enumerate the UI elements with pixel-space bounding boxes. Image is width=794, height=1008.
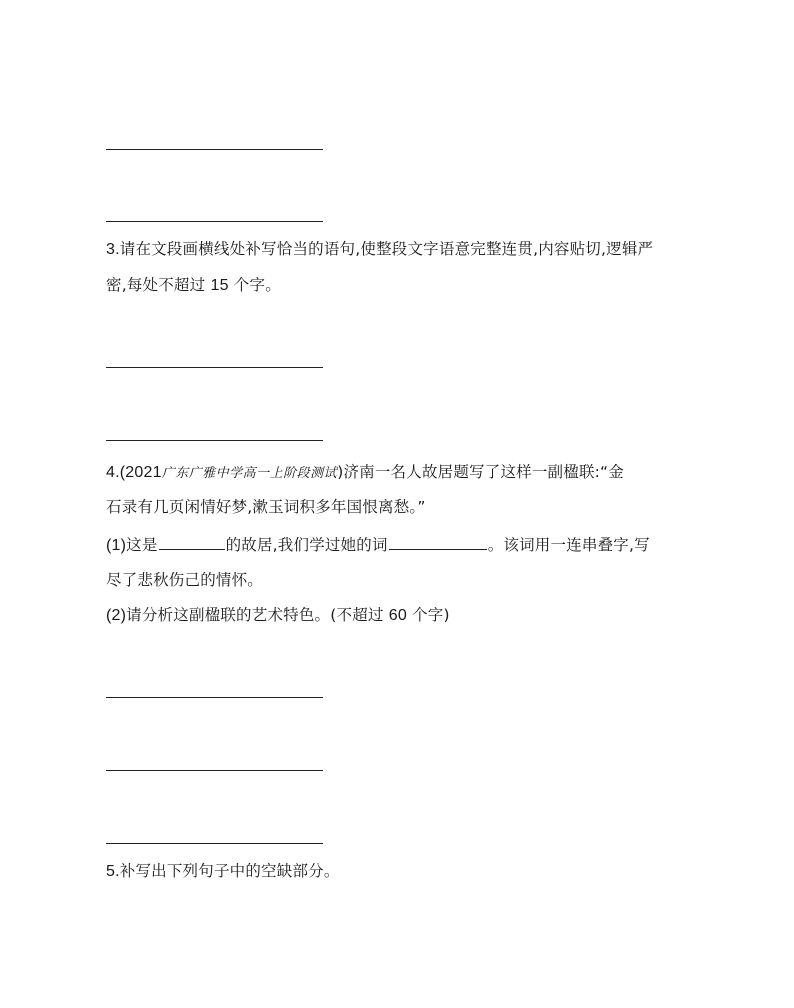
sub-question-number: (2) (106, 607, 127, 624)
fill-blank-author[interactable] (159, 533, 225, 550)
answer-line[interactable] (106, 770, 323, 771)
question-5 (106, 860, 340, 883)
question-text: 尽了悲秋伤己的情怀。 (106, 571, 264, 589)
word-limit: 60 (388, 607, 407, 624)
question-4-line-2 (106, 496, 426, 518)
question-number: 4. (106, 464, 120, 481)
sub-question-number: (1) (106, 537, 127, 554)
question-text: 济南一名人故居题写了这样一副楹联:“金 (343, 463, 624, 481)
sub-question-1-line-1 (106, 533, 650, 557)
question-text: 补写出下列句子中的空缺部分。 (119, 862, 340, 880)
sub-question-1-line-2 (106, 569, 263, 591)
question-text: 。该词用一连串叠字,写 (487, 536, 650, 554)
word-limit: 15 (210, 277, 229, 294)
answer-line[interactable] (106, 843, 323, 844)
answer-line[interactable] (106, 367, 323, 368)
question-text: 的故居,我们学过她的词 (225, 536, 388, 554)
source-close: ) (337, 463, 344, 481)
question-text: 个字) (406, 606, 450, 624)
question-text: 这是 (126, 536, 158, 554)
question-text: 请分析这副楹联的艺术特色。(不超过 (126, 606, 389, 624)
fill-blank-poem[interactable] (389, 533, 487, 550)
question-text: 个字。 (228, 276, 281, 294)
source-year: (2021 (119, 464, 162, 481)
answer-line[interactable] (106, 440, 323, 441)
sub-question-2 (106, 604, 450, 627)
question-4-line-1 (106, 461, 624, 485)
answer-line[interactable] (106, 697, 323, 698)
source-label: 广东广雅中学高一上阶段测试 (161, 466, 338, 481)
question-text: 石录有几页闲情好梦,漱玉词积多年国恨离愁。” (106, 498, 426, 516)
answer-line[interactable] (106, 149, 323, 150)
answer-line[interactable] (106, 221, 323, 222)
question-text: 密,每处不超过 (106, 276, 211, 294)
question-number: 3. (106, 241, 120, 258)
question-3-line-2 (106, 274, 281, 297)
question-text: 请在文段画横线处补写恰当的语句,使整段文字语意完整连贯,内容贴切,逻辑严 (119, 240, 654, 258)
question-3-line-1 (106, 238, 653, 261)
question-number: 5. (106, 863, 120, 880)
